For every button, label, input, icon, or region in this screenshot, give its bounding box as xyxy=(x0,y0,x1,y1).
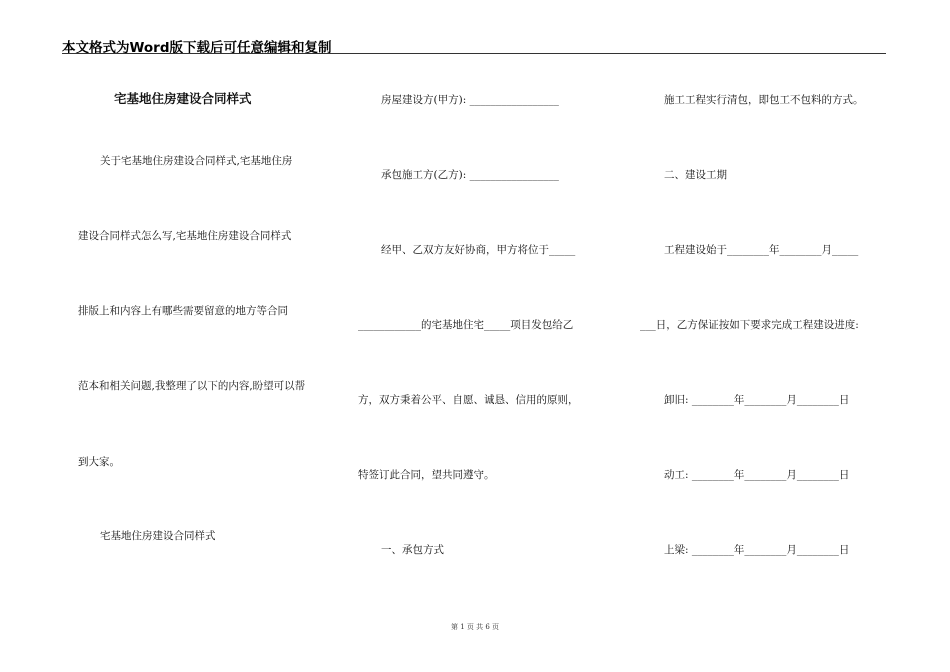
schedule-progress-line: ___日，乙方保证按如下要求完成工程建设进度: xyxy=(640,319,859,331)
intro-line-2: 建设合同样式怎么写,宅基地住房建设合同样式 xyxy=(78,230,292,242)
intro-line-1: 关于宅基地住房建设合同样式,宅基地住房 xyxy=(100,155,293,167)
section-heading-schedule: 二、建设工期 xyxy=(664,169,727,181)
party-b-line: 承包施工方(乙方): _________________ xyxy=(381,169,559,181)
agreement-line-1: 经甲、乙双方友好协商，甲方将位于_____ xyxy=(381,244,576,256)
agreement-line-4: 特签订此合同，望共同遵守。 xyxy=(358,469,495,481)
intro-line-5: 到大家。 xyxy=(78,456,120,468)
schedule-groundbreaking: 动工: ________年________月________日 xyxy=(664,469,850,481)
intro-line-4: 范本和相关问题,我整理了以下的内容,盼望可以帮 xyxy=(78,380,306,392)
agreement-line-3: 方，双方秉着公平、自愿、诚恳、信用的原则， xyxy=(358,394,579,406)
schedule-start-line: 工程建设始于________年________月_____ xyxy=(664,244,859,256)
party-a-line: 房屋建设方(甲方): _________________ xyxy=(381,94,559,106)
intro-line-3: 排版上和内容上有哪些需要留意的地方等合同 xyxy=(78,305,288,317)
document-title: 宅基地住房建设合同样式 xyxy=(114,91,252,106)
schedule-demolition: 卸旧: ________年________月________日 xyxy=(664,394,850,406)
document-header-title: 本文格式为Word版下载后可任意编辑和复制 xyxy=(62,40,332,56)
section-subtitle: 宅基地住房建设合同样式 xyxy=(100,530,216,542)
agreement-line-2: ____________的宅基地住宅_____项目发包给乙 xyxy=(358,319,574,331)
page-number-footer: 第 1 页 共 6 页 xyxy=(450,623,500,631)
header-divider xyxy=(62,53,886,54)
section-heading-contract-method: 一、承包方式 xyxy=(381,544,444,556)
schedule-roof-beam: 上梁: ________年________月________日 xyxy=(664,544,850,556)
contract-method-text: 施工工程实行清包，即包工不包料的方式。 xyxy=(664,94,864,106)
